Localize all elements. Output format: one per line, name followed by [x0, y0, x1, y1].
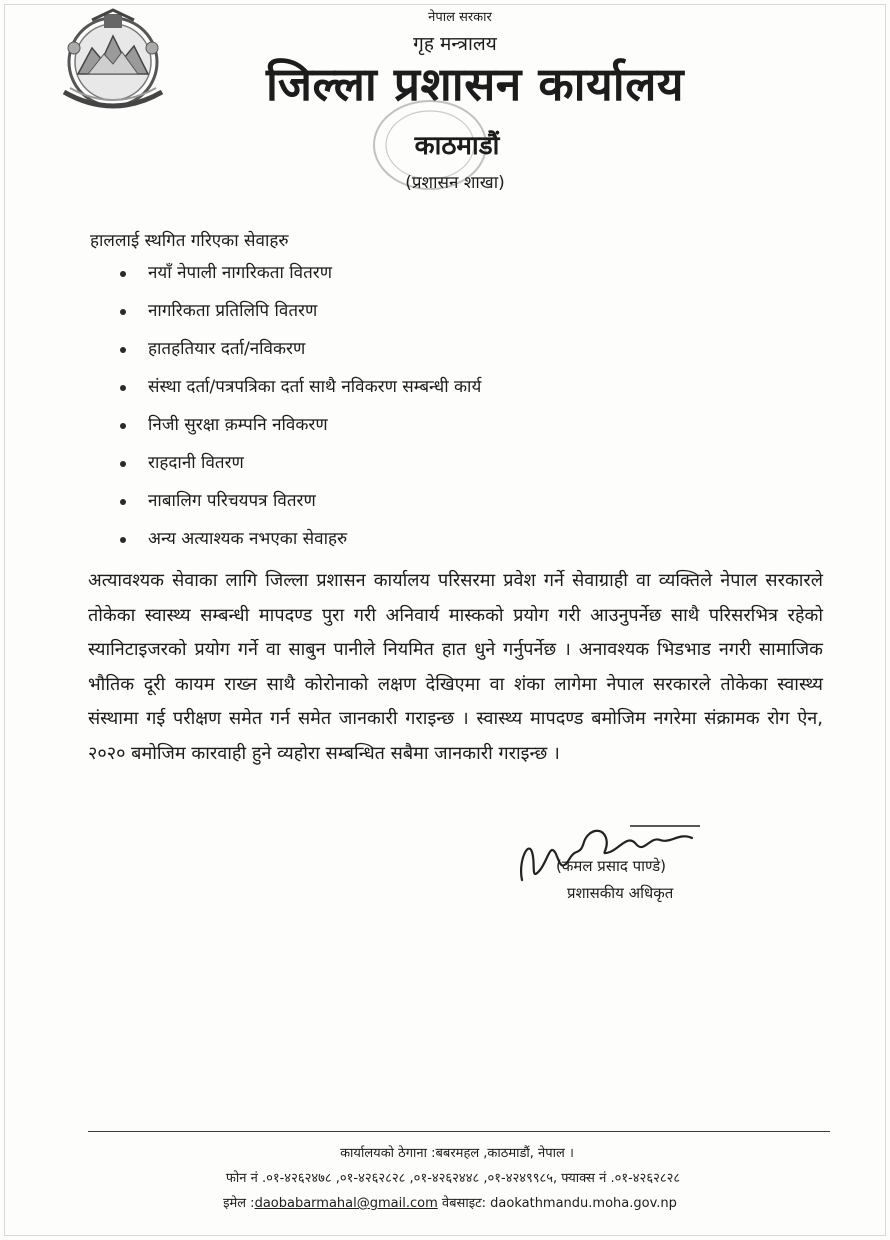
office-title: जिल्ला प्रशासन कार्यालय: [265, 57, 685, 111]
service-label: नागरिकता प्रतिलिपि वितरण: [148, 301, 318, 321]
ministry-line: गृह मन्त्रालय: [413, 33, 497, 55]
bullet-icon: [120, 423, 126, 429]
list-item: [120, 448, 760, 486]
handwritten-signature: [510, 812, 710, 892]
bullet-icon: [120, 461, 126, 467]
footer-contact: [5, 1193, 890, 1211]
suspended-services-list: [120, 258, 760, 562]
bullet-icon: [120, 309, 126, 315]
service-label: संस्था दर्ता/पत्रपत्रिका दर्ता साथै नविकरण सम्बन्धी कार्य: [148, 377, 482, 397]
suspended-services-heading: हाललाई स्थगित गरिएका सेवाहरु: [90, 231, 289, 251]
list-item: [120, 372, 760, 410]
signatory-title: प्रशासकीय अधिकृत: [567, 884, 674, 902]
service-label: नाबालिग परिचयपत्र वितरण: [148, 491, 316, 511]
list-item: [120, 410, 760, 448]
bullet-icon: [120, 271, 126, 277]
list-item: [120, 524, 760, 562]
email-label: इमेल :: [223, 1196, 255, 1211]
website-link[interactable]: daokathmandu.moha.gov.np: [490, 1196, 677, 1211]
website-label: वेबसाइट:: [441, 1196, 487, 1211]
notice-paragraph: अत्यावश्यक सेवाका लागि जिल्ला प्रशासन कार्यालय परिसरमा प्रवेश गर्ने सेवाग्राही वा व्यक्तिले नेपाल सरकारले तोकेका स्वास्थ्य सम्बन्धी मापदण्ड पुरा गरी अनिवार्य मास्कको प्रयोग गरी आउनुपर्नेछ साथै परिसरभित्र रहेको स्यानिटाइजरको प्रयोग गर्ने वा साबुन पानीले नियमित हात धुने गर्नुपर्नेछ । अनावश्यक भिडभाड नगरी सामाजिक भौतिक दूरी कायम राख्न साथै कोरोनाको लक्षण देखिएमा वा शंका लागेमा नेपाल सरकारले तोकेका स्वास्थ्य संस्थामा गई परीक्षण समेत गर्न समेत जानकारी गराइन्छ । स्वास्थ्य मापदण्ड बमोजिम नगरेमा संक्रामक रोग ऐन, २०२० बमोजिम कारवाही हुने व्यहोरा सम्बन्धित सबैमा जानकारी गराइन्छ ।: [88, 570, 823, 764]
email-link[interactable]: daobabarmahal@gmail.com: [254, 1196, 438, 1211]
signatory-name: (कमल प्रसाद पाण्डे): [556, 857, 666, 875]
government-line: नेपाल सरकार: [428, 10, 492, 25]
footer-divider: [88, 1131, 830, 1132]
service-label: निजी सुरक्षा क़म्पनि नविकरण: [148, 415, 328, 435]
list-item: [120, 258, 760, 296]
branch-line: (प्रशासन शाखा): [405, 173, 505, 193]
city-line: काठमाडौं: [414, 131, 500, 161]
list-item: [120, 296, 760, 334]
bullet-icon: [120, 385, 126, 391]
list-item: [120, 334, 760, 372]
bullet-icon: [120, 499, 126, 505]
service-label: नयाँ नेपाली नागरिकता वितरण: [148, 263, 333, 283]
service-label: हातहतियार दर्ता/नविकरण: [148, 339, 306, 359]
bullet-icon: [120, 347, 126, 353]
service-label: अन्य अत्याश्यक नभएका सेवाहरु: [148, 529, 348, 549]
service-label: राहदानी वितरण: [148, 453, 244, 473]
list-item: [120, 486, 760, 524]
bullet-icon: [120, 537, 126, 543]
footer-address: कार्यालयको ठेगाना :बबरमहल ,काठमाडौं, नेपाल ।: [340, 1146, 574, 1161]
footer-phones: फोन नं .०१-४२६२४७८ ,०१-४२६२८२८ ,०१-४२६२४४८ ,०१-४२४९९८५, फ्याक्स नं .०१-४२६२८२८: [225, 1171, 681, 1186]
